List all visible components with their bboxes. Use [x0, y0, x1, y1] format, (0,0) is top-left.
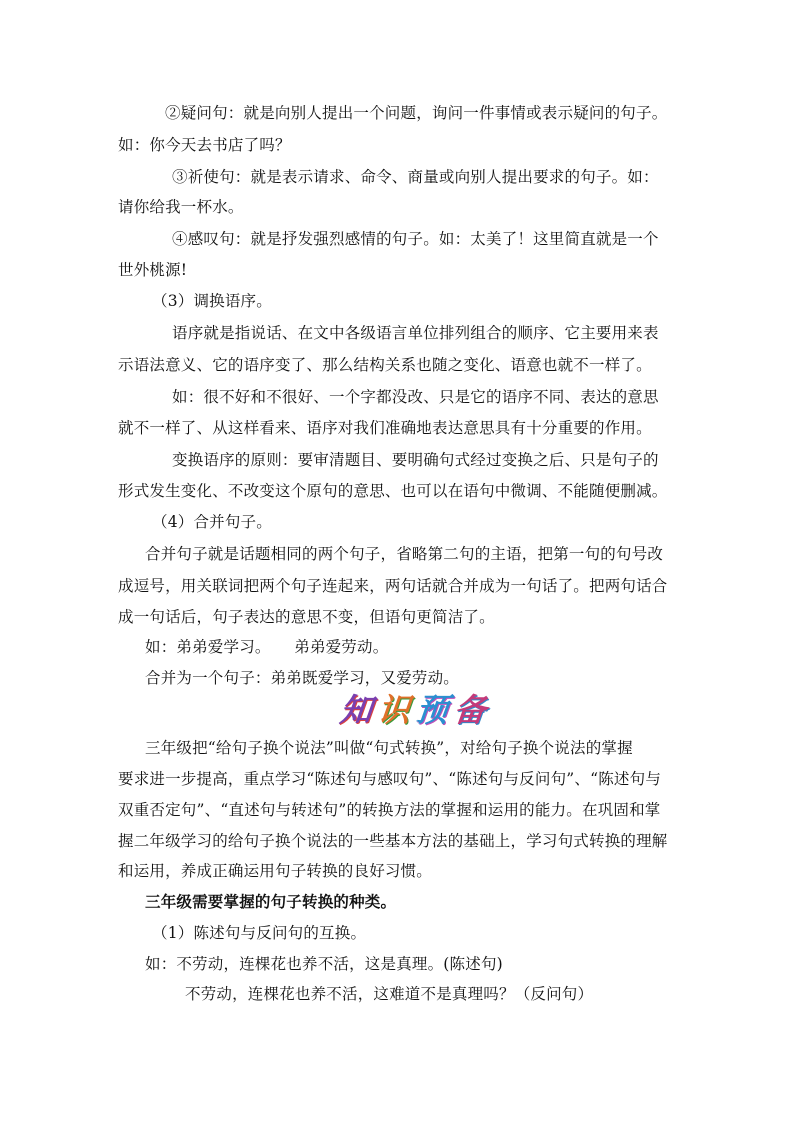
section-heading: （3）调换语序。 — [152, 292, 272, 310]
text-line: 握二年级学习的给句子换个说法的一些基本方法的基础上，学习句式转换的理解 — [118, 832, 668, 850]
text-line: 形式发生变化、不改变这个原句的意思、也可以在语句中微调、不能随便删减。 — [118, 482, 668, 500]
text-line: 三年级把“给句子换个说法”叫做“句式转换”，对给句子换个说法的掌握 — [145, 739, 633, 757]
banner-char: 识 — [376, 691, 419, 729]
text-line: 成逗号，用关联词把两个句子连起来，两句话就合并成为一句话了。把两句话合 — [118, 577, 668, 595]
text-line: 合并句子就是话题相同的两个句子，省略第二句的主语，把第一句的句号改 — [145, 545, 664, 563]
section-heading: 三年级需要掌握的句子转换的种类。 — [145, 892, 397, 911]
banner-char: 备 — [452, 691, 495, 729]
text-line: 如：你今天去书店了吗？ — [118, 136, 291, 154]
text-line: 如：很不好和不很好、一个字都没改、只是它的语序不同、表达的意思 — [172, 388, 659, 406]
text-line: 变换语序的原则：要审清题目、要明确句式经过变换之后、只是句子的 — [172, 451, 659, 469]
text-line: ②疑问句：就是向别人提出一个问题，询问一件事情或表示疑问的句子。 — [165, 104, 668, 122]
banner-char: 知 — [338, 691, 381, 729]
text-line: 要求进一步提高，重点学习“陈述句与感叹句”、“陈述句与反问句”、“陈述句与 — [118, 770, 662, 788]
text-line: 如：不劳动，连棵花也养不活，这是真理。(陈述句) — [145, 955, 503, 973]
text-line: 世外桃源! — [118, 261, 188, 279]
text-line: 就不一样了、从这样看来、语序对我们准确地表达意思具有十分重要的作用。 — [118, 419, 652, 437]
text-line: 成一句话后，句子表达的意思不变，但语句更简洁了。 — [118, 608, 495, 626]
text-line: 合并为一个句子：弟弟既爱学习，又爱劳动。 — [145, 669, 460, 687]
text-line: 不劳动，连棵花也养不活，这难道不是真理吗？（反问句） — [185, 985, 594, 1003]
text-line: 语序就是指说话、在文中各级语言单位排列组合的顺序、它主要用来表 — [172, 324, 659, 342]
text-line: 示语法意义、它的语序变了、那么结构关系也随之变化、语意也就不一样了。 — [118, 356, 652, 374]
text-line: 请你给我一杯水。 — [118, 198, 244, 216]
section-heading: （1）陈述句与反问句的互换。 — [152, 924, 367, 942]
section-heading: （4）合并句子。 — [152, 513, 272, 531]
text-line: ④感叹句：就是抒发强烈感情的句子。如：太美了！这里简直就是一个 — [172, 230, 659, 248]
banner-char: 预 — [414, 691, 457, 729]
text-line: 和运用，养成正确运用句子转换的良好习惯。 — [118, 862, 433, 880]
text-line: 如：弟弟爱学习。 弟弟爱劳动。 — [145, 638, 389, 656]
text-line: 双重否定句”、“直述句与转述句”的转换方法的掌握和运用的能力。在巩固和掌 — [118, 801, 661, 819]
text-line: ③祈使句：就是表示请求、命令、商量或向别人提出要求的句子。如： — [172, 168, 659, 186]
knowledge-banner — [338, 690, 502, 730]
